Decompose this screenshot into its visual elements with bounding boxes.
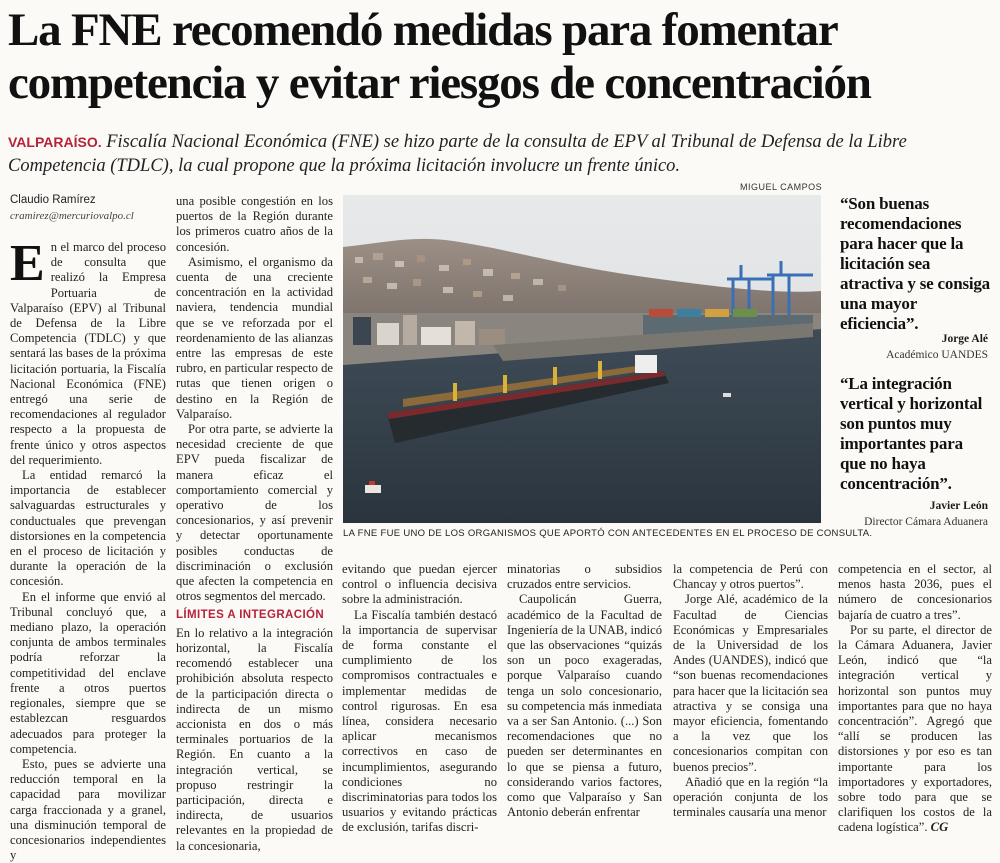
deck-text: Fiscalía Nacional Económica (FNE) se hizo parte de la consulta de EPV al Tribunal de Defensa de la Libre Competencia (TDLC), la cual propone que la próxima licitación involucre un frente único. (8, 132, 907, 176)
paragraph: Caupolicán Guerra, académico de la Facultad de Ingeniería de la UNAB, indicó que las observaciones “quizás son un poco exageradas, porque Valparaíso cuando tenga un solo concesionario, su competencia más inmediata va a ser San Antonio. (...) Son recomendaciones que no pueden ser determinantes en lo que se piensa a futuro, considerando varios factores, como que Valparaíso y San Antonio deberán enfrentar (507, 592, 662, 820)
paragraph: Asimismo, el organismo da cuenta de una creciente concentración en la actividad naviera, tendencia mundial que se ve reforzada por el reordenamiento de las alianzas entre las empresas de este rubro, en particular respecto de rutas que tienen origen o destino en la Región de Valparaíso. (176, 254, 333, 421)
paragraph: competencia en el sector, al menos hasta 2036, pues el número de concesionarios bajaría de cuatro a tres”. (838, 562, 992, 622)
dropcap: E (10, 235, 45, 292)
paragraph: La Fiscalía también destacó la importancia de supervisar de forma constante el cumplimiento de los compromisos contractuales e implementar medidas de control rigurosas. En esa línea, considera necesario aplicar mecanismos correctivos en caso de incumplimientos, asegurando condiciones no discriminatorias para todos los usuarios y evitando prácticas de exclusión, tarifas discri- (342, 607, 497, 835)
paragraph: la competencia de Perú con Chancay y otros puertos”. (673, 562, 828, 592)
photo-caption: LA FNE FUE UNO DE LOS ORGANISMOS QUE APORTÓ CON ANTECEDENTES EN EL PROCESO DE CONSULTA. (343, 528, 873, 539)
paragraph: Por su parte, el director de la Cámara Aduanera, Javier León, indicó que “la integración vertical y horizontal son puntos muy importantes para que no haya concentración”. Agregó que “allí se producen las distorsiones y por eso es tan importante para los importadores y exportadores, sobre todo para que se clarifiquen los costos de la cadena logística”. CG (838, 622, 992, 835)
paragraph: En el marco del proceso de consulta que realizó la Empresa Portuaria de Valparaíso (EPV) al Tribunal de Defensa de la Libre Competencia (TDLC) y que sentará las bases de la próxima licitación portuaria, la Fiscalía Nacional Económica (FNE) entregó una serie de recomendaciones al regulador respecto a la propuesta de frente único y otros aspectos del requerimiento. (10, 235, 166, 467)
subhead: LÍMITES A INTEGRACIÓN (176, 609, 325, 622)
photo-credit: MIGUEL CAMPOS (740, 182, 823, 192)
paragraph: Esto, pues se advierte una reducción temporal en la capacidad para movilizar carga fraccionada y a granel, una disminución temporal de concesionarios independientes y (10, 756, 166, 863)
paragraph: Por otra parte, se advierte la necesidad creciente de que EPV pueda fiscalizar de manera eficaz el comportamiento comercial y operativo de los concesionarios, y así prevenir y detectar oportunamente posibles conductas de discriminación o exclusión que afecten la competencia en otros segmentos del mercado. (176, 422, 333, 604)
paragraph: Jorge Alé, académico de la Facultad de Ciencias Económicas y Empresariales de la Universidad de los Andes (UANDES), indicó que “son buenas recomendaciones para hacer que la licitación sea atractiva y se consiga una mayor eficiencia, fomentando a la vez que los concesionarios compitan con buenos precios”. (673, 592, 828, 774)
paragraph: En lo relativo a la integración horizontal, la Fiscalía recomendó establecer una prohibición absoluta respecto de la participación directa o indirecta de un mismo accionista en dos o más terminales portuarios de la Región. En cuanto a la integración vertical, se propuso restringir la participación, directa e indirecta, de usuarios relevantes en la propiedad de la concesionaria, (176, 625, 333, 853)
paragraph: una posible congestión en los puertos de la Región durante los primeros cuatro años de la concesión. (176, 194, 333, 254)
paragraph: evitando que puedan ejercer control o influencia decisiva sobre la administración. (342, 562, 497, 607)
port-photo (343, 195, 821, 523)
body-column-2 (176, 194, 333, 853)
byline-author: Claudio Ramírez (10, 194, 96, 206)
deck (8, 130, 988, 178)
headline: La FNE recomendó medidas para fomentar competencia y evitar riesgos de concentración (8, 4, 871, 109)
paragraph: Añadió que en la región “la operación conjunta de los terminales causaría una menor (673, 774, 828, 820)
end-mark: CG (930, 820, 949, 835)
body-column-4 (507, 562, 662, 820)
pull-quote-2-name: Javier León (929, 500, 988, 512)
pull-quote-1: “Son buenas recomendaciones para hacer que la licitación sea atractiva y se consiga una mayor eficiencia”. (840, 194, 990, 333)
pull-quote-1-role: Académico UANDES (886, 349, 988, 361)
pull-quote-1-name: Jorge Alé (941, 333, 988, 345)
paragraph: La entidad remarcó la importancia de establecer salvaguardas estructurales y conductuales que prevengan distorsiones en la competencia en el proceso de licitación y durante la operación de la concesión. (10, 468, 166, 589)
paragraph: minatorias o subsidios cruzados entre servicios. (507, 562, 662, 592)
byline-email[interactable]: cramirez@mercuriovalpo.cl (10, 210, 134, 222)
paragraph: En el informe que envió al Tribunal concluyó que, a mediano plazo, la operación conjunta de ambos terminales podría reforzar la competitividad del enclave frente a otros puertos regionales, siempre que se establezcan resguardos adecuados para proteger la competencia. (10, 589, 166, 756)
pull-quote-2-role: Director Cámara Aduanera (864, 516, 988, 528)
body-column-6 (838, 562, 992, 835)
pull-quote-2: “La integración vertical y horizontal son puntos muy importantes para que no haya concentración”. (840, 374, 983, 493)
body-column-5 (673, 562, 828, 820)
dateline: VALPARAÍSO. (8, 134, 102, 150)
body-column-3 (342, 562, 497, 835)
body-column-1 (10, 235, 166, 863)
